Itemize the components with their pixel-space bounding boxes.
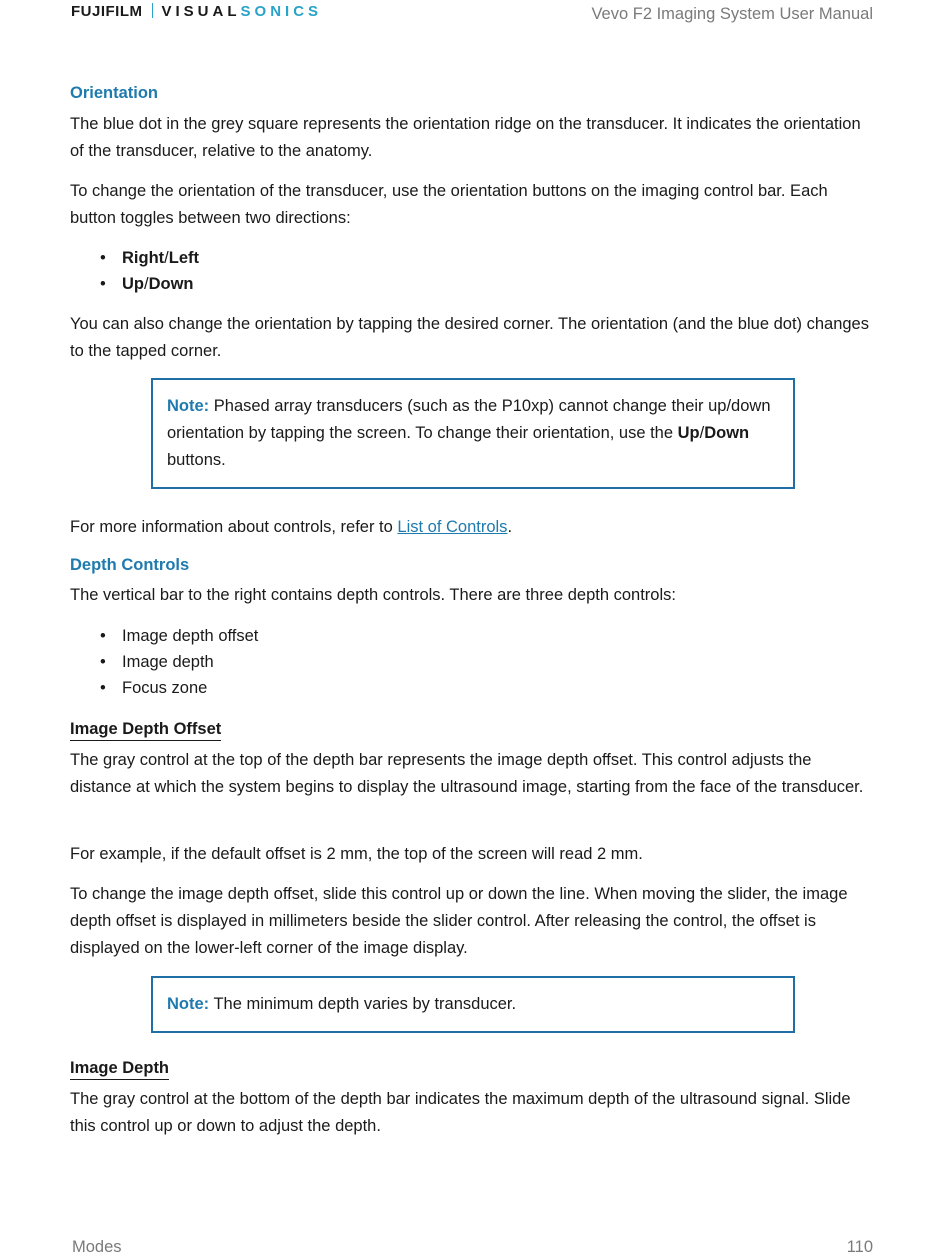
depth-controls-heading: Depth Controls [70,556,190,574]
note-label: Note: [167,995,210,1013]
page-header [71,3,873,27]
list-item: • Right/Left [100,245,199,271]
footer-page-number: 110 [846,1238,873,1256]
logo-fujifilm-text: FUJIFILM [71,3,143,20]
image-depth-offset-paragraph-3: To change the image depth offset, slide this control up or down the line. When moving the slider, the image depth offset is displayed in millimeters beside the slider control. After releasing the control, the offset is displayed on the lower-left corner of the image display. [70,885,848,957]
phased-array-note-box: Note: Phased array transducers (such as the P10xp) cannot change their up/down orientation by tapping the screen. To change their orientation, use the Up/Down buttons. [151,378,795,489]
orientation-paragraph-3: You can also change the orientation by tapping the desired corner. The orientation (and the blue dot) changes to the tapped corner. [70,315,869,360]
orientation-direction-list [100,245,199,297]
image-depth-offset-heading: Image Depth Offset [70,720,221,741]
image-depth-heading: Image Depth [70,1059,169,1080]
minimum-depth-note-box: Note: The minimum depth varies by transducer. [151,976,795,1033]
image-depth-paragraph: The gray control at the bottom of the depth bar indicates the maximum depth of the ultrasound signal. Slide this control up or down to adjust the depth. [70,1090,851,1135]
logo-visual-text: VISUAL [161,3,241,20]
image-depth-offset-paragraph-2: For example, if the default offset is 2 mm, the top of the screen will read 2 mm. [70,845,643,863]
list-item: • Up/Down [100,271,199,297]
orientation-paragraph-1: The blue dot in the grey square represents the orientation ridge on the transducer. It indicates the orientation of the transducer, relative to the anatomy. [70,115,861,160]
orientation-heading: Orientation [70,84,159,102]
list-item: • Image depth [100,649,258,675]
image-depth-offset-paragraph-1: The gray control at the top of the depth bar represents the image depth offset. This control adjusts the distance at which the system begins to display the ultrasound image, starting from the face of the transducer. [70,751,864,796]
more-info-paragraph: For more information about controls, refer to List of Controls. [70,518,513,536]
depth-controls-intro: The vertical bar to the right contains depth controls. There are three depth controls: [70,586,676,604]
orientation-paragraph-2: To change the orientation of the transducer, use the orientation buttons on the imaging control bar. Each button toggles between two directions: [70,182,828,227]
list-of-controls-link[interactable]: List of Controls [397,518,508,536]
manual-title: Vevo F2 Imaging System User Manual [591,5,873,23]
list-item: • Image depth offset [100,623,258,649]
list-item: • Focus zone [100,675,258,701]
logo-sonics-text: SONICS [240,3,323,20]
footer-section-name: Modes [72,1238,122,1256]
logo-divider [152,3,153,18]
note-label: Note: [167,397,210,415]
depth-controls-list [100,623,258,701]
fujifilm-visualsonics-logo [71,3,322,20]
